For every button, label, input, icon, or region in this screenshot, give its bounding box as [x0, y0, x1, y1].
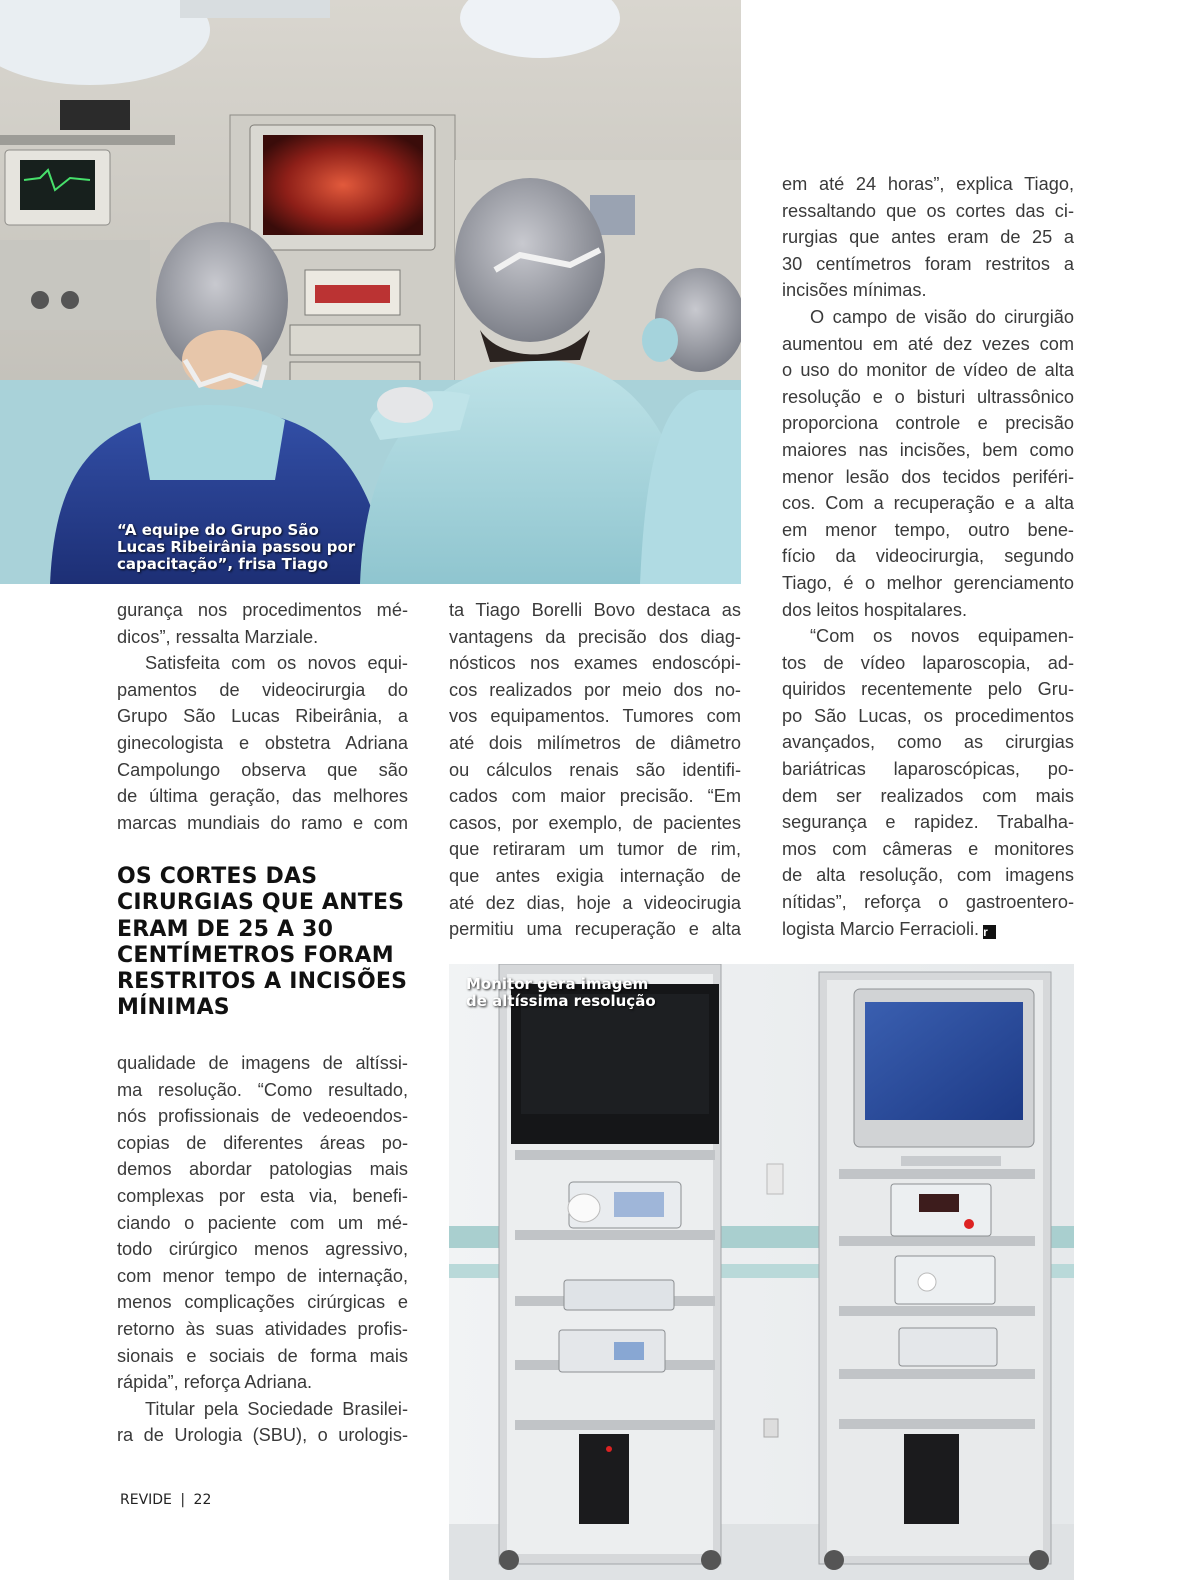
- caption-line: Monitor gera imagem: [466, 975, 649, 993]
- text-line: nósticos nos exames endoscópi-: [449, 653, 741, 674]
- headline-line: CENTÍMETROS FORAM: [117, 942, 394, 968]
- column-1-top: [117, 597, 408, 836]
- headline-line: RESTRITOS A INCISÕES: [117, 969, 408, 995]
- text-line: todo cirúrgico menos agressivo,: [117, 1239, 408, 1260]
- text-line: “Com os novos equipamen-: [810, 626, 1074, 647]
- text-line: copias de diferentes áreas po-: [117, 1132, 408, 1153]
- bottom-photo-caption: [466, 976, 656, 1010]
- text-line: menos complicações cirúrgicas e: [117, 1292, 408, 1313]
- text-line: com menor tempo de internação,: [117, 1265, 408, 1286]
- text-line: nós profissionais de vedeoendos-: [117, 1106, 408, 1127]
- text-line: cados com maior precisão. “Em: [449, 786, 741, 807]
- magazine-name: REVIDE: [120, 1492, 172, 1508]
- text-line: dos leitos hospitalares.: [782, 599, 968, 620]
- video-equipment-photo: [449, 964, 1074, 1580]
- text-line: de última geração, das melhores: [117, 786, 408, 807]
- text-line: avançados, como as cirurgias: [782, 732, 1074, 753]
- headline-line: MÍNIMAS: [117, 995, 230, 1021]
- text-line: ressaltando que os cortes das ci-: [782, 200, 1074, 221]
- text-line: Campolungo observa que são: [117, 759, 408, 780]
- caption-line: Lucas Ribeirânia passou por: [117, 538, 356, 556]
- text-line: retorno às suas atividades profis-: [117, 1318, 408, 1339]
- text-line: pamentos de videocirurgia do: [117, 679, 408, 700]
- text-line: rurgias que antes eram de 25 a: [782, 227, 1074, 248]
- text-line: dem ser realizados com mais: [782, 785, 1074, 806]
- text-line: até dois milímetros de diâmetro: [449, 732, 741, 753]
- text-line: vos equipamentos. Tumores com: [449, 706, 741, 727]
- text-line: tos de vídeo laparoscopia, ad-: [782, 652, 1074, 673]
- text-line: permitiu uma recuperação e alta: [449, 919, 741, 940]
- caption-line: “A equipe do Grupo São: [117, 521, 319, 539]
- text-line: aumentou em até dez vezes com: [782, 333, 1074, 354]
- text-line: po São Lucas, os procedimentos: [782, 705, 1074, 726]
- text-line: ciando o paciente com um mé-: [117, 1212, 408, 1233]
- text-line: gurança nos procedimentos mé-: [117, 600, 408, 620]
- text-line: ginecologista e obstetra Adriana: [117, 732, 408, 753]
- text-line: dicos”, ressalta Marziale.: [117, 626, 319, 647]
- text-line: casos, por exemplo, de pacientes: [449, 812, 741, 833]
- page-footer: [120, 1492, 211, 1508]
- text-line-final: [782, 916, 1074, 943]
- text-line: menor lesão dos tecidos periféri-: [782, 466, 1074, 487]
- text-line: logista Marcio Ferracioli.: [782, 918, 980, 939]
- text-line: quiridos recentemente pelo Gru-: [782, 679, 1074, 700]
- top-photo-caption: [117, 522, 355, 573]
- footer-separator: |: [180, 1492, 186, 1508]
- headline-line: OS CORTES DAS: [117, 864, 318, 889]
- text-line: maiores nas incisões, bem como: [782, 439, 1074, 460]
- text-line: cos realizados por meio dos no-: [449, 679, 741, 700]
- headline-line: CIRURGIAS QUE ANTES: [117, 890, 405, 916]
- text-line: Tiago, é o melhor gerenciamento: [782, 572, 1074, 593]
- text-line: ou cálculos renais são identifi-: [449, 759, 741, 780]
- caption-line: de altíssima resolução: [466, 992, 656, 1010]
- text-line: mos com câmeras e monitores: [782, 838, 1074, 859]
- text-line: ra de Urologia (SBU), o urologis-: [117, 1425, 408, 1446]
- text-line: que retiraram um tumor de rim,: [449, 839, 741, 860]
- pull-quote-headline: [117, 864, 417, 1022]
- surgery-team-photo: [0, 0, 741, 584]
- text-line: Titular pela Sociedade Brasilei-: [145, 1398, 408, 1419]
- text-line: incisões mínimas.: [782, 280, 927, 301]
- text-line: resolução e o bisturi ultrassônico: [782, 386, 1074, 407]
- text-line: que antes exigia internação de: [449, 865, 741, 886]
- text-line: ta Tiago Borelli Bovo destaca as: [449, 600, 741, 620]
- text-line: em até 24 horas”, explica Tiago,: [782, 174, 1074, 194]
- end-of-article-mark: r: [983, 925, 996, 939]
- caption-line: capacitação”, frisa Tiago: [117, 555, 329, 573]
- headline-line: ERAM DE 25 A 30: [117, 916, 334, 942]
- page-number: 22: [193, 1492, 212, 1508]
- text-line: segurança e rapidez. Trabalha-: [782, 812, 1074, 833]
- text-line: O campo de visão do cirurgião: [810, 306, 1074, 327]
- text-line: marcas mundiais do ramo e com: [117, 812, 408, 833]
- text-line: fício da videocirurgia, segundo: [782, 546, 1074, 567]
- text-line: 30 centímetros foram restritos a: [782, 253, 1074, 274]
- text-line: sionais e sociais de forma mais: [117, 1345, 408, 1366]
- text-line: proporciona controle e precisão: [782, 413, 1074, 434]
- text-line: Grupo São Lucas Ribeirânia, a: [117, 706, 408, 727]
- text-line: cos. Com a recuperação e a alta: [782, 493, 1074, 514]
- text-line: rápida”, reforça Adriana.: [117, 1372, 313, 1393]
- text-line: vantagens da precisão dos diag-: [449, 626, 741, 647]
- column-2: [449, 597, 741, 943]
- text-line: em menor tempo, outro bene-: [782, 519, 1074, 540]
- text-line: nítidas”, reforça o gastroentero-: [782, 892, 1074, 913]
- text-line: Satisfeita com os novos equi-: [145, 653, 408, 674]
- text-line: de alta resolução, com imagens: [782, 865, 1074, 886]
- text-line: até dez dias, hoje a videocirugia: [449, 892, 741, 913]
- text-line: complexas por esta via, benefi-: [117, 1185, 408, 1206]
- text-line: o uso do monitor de vídeo de alta: [782, 360, 1074, 381]
- text-line: qualidade de imagens de altíssi-: [117, 1053, 408, 1073]
- column-1-bottom: [117, 1050, 408, 1449]
- column-3: [782, 171, 1074, 942]
- text-line: demos abordar patologias mais: [117, 1159, 408, 1180]
- text-line: bariátricas laparoscópicas, po-: [782, 759, 1074, 780]
- text-line: ma resolução. “Como resultado,: [117, 1079, 408, 1100]
